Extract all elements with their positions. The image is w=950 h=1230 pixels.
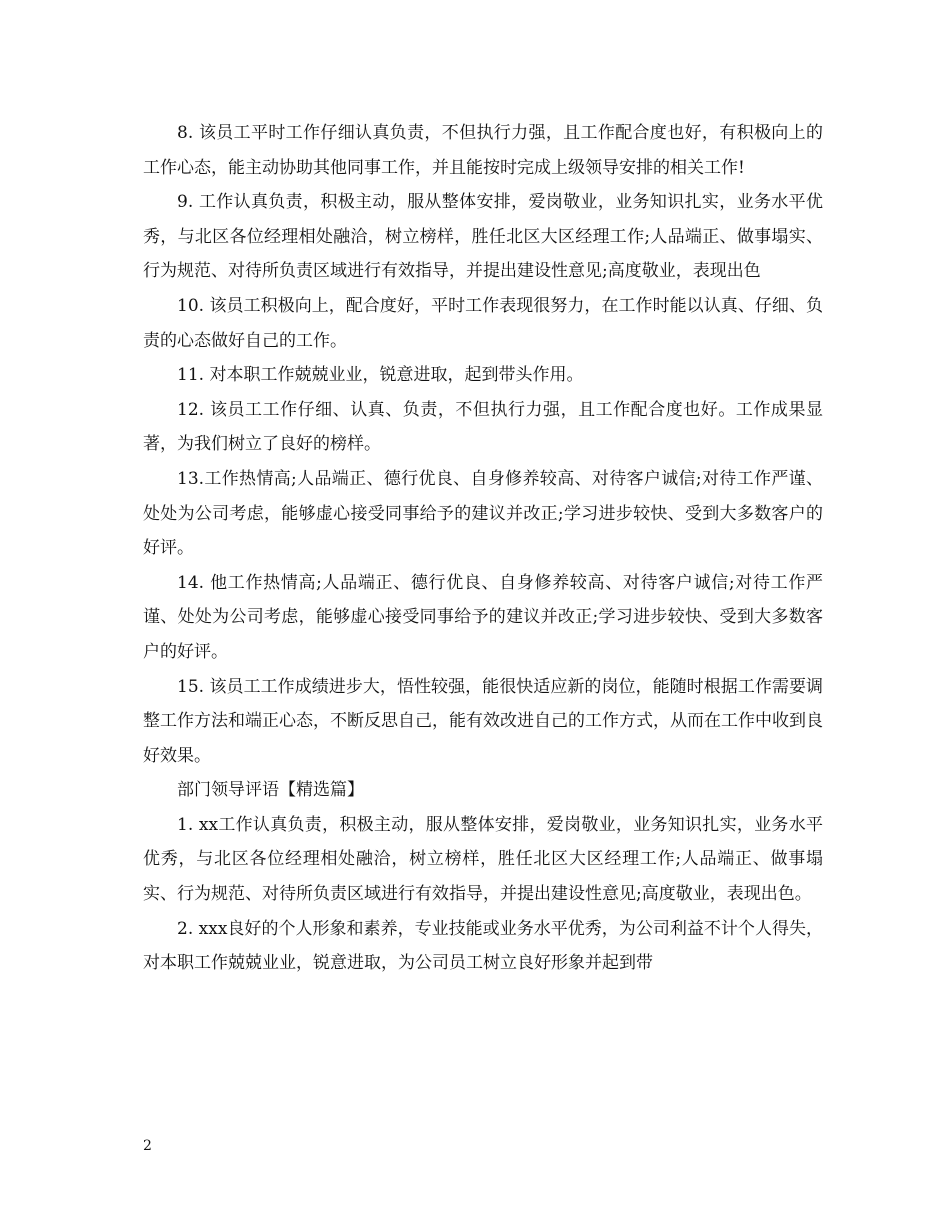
paragraph-item-8: 8. 该员工平时工作仔细认真负责，不但执行力强，且工作配合度也好，有积极向上的工作心态，能主动协助其他同事工作，并且能按时完成上级领导安排的相关工作!	[143, 123, 823, 178]
paragraph-item-13: 13.工作热情高;人品端正、德行优良、自身修养较高、对待客户诚信;对待工作严谨、处处为公司考虑，能够虚心接受同事给予的建议并改正;学习进步较快、受到大多数客户的好评。	[143, 468, 823, 559]
paragraph-item-15: 15. 该员工工作成绩进步大，悟性较强，能很快适应新的岗位，能随时根据工作需要调整工作方法和端正心态，不断反思自己，能有效改进自己的工作方式，从而在工作中收到良好效果。	[143, 676, 823, 766]
paragraph-item-1: 1. xx工作认真负责，积极主动，服从整体安排，爱岗敬业，业务知识扎实，业务水平优秀，与北区各位经理相处融洽，树立榜样，胜任北区大区经理工作;人品端正、做事塌实、行为规范、对待所负责区域进行有效指导，并提出建设性意见;高度敬业，表现出色。	[143, 814, 823, 905]
paragraph-item-9: 9. 工作认真负责，积极主动，服从整体安排，爱岗敬业，业务知识扎实，业务水平优秀，与北区各位经理相处融洽，树立榜样，胜任北区大区经理工作;人品端正、做事塌实、行为规范、对待所负责区域进行有效指导，并提出建设性意见;高度敬业，表现出色	[143, 192, 823, 282]
paragraph-item-14: 14. 他工作热情高;人品端正、德行优良、自身修养较高、对待客户诚信;对待工作严谨、处处为公司考虑，能够虚心接受同事给予的建议并改正;学习进步较快、受到大多数客户的好评。	[143, 572, 823, 662]
page-number: 2	[143, 1138, 152, 1154]
paragraph-item-2: 2. xxx良好的个人形象和素养，专业技能或业务水平优秀，为公司利益不计个人得失，对本职工作兢兢业业，锐意进取，为公司员工树立良好形象并起到带	[143, 918, 823, 974]
paragraph-item-11: 11. 对本职工作兢兢业业，锐意进取，起到带头作用。	[177, 365, 584, 386]
paragraph-item-10: 10. 该员工积极向上，配合度好，平时工作表现很努力，在工作时能以认真、仔细、负责的心态做好自己的工作。	[143, 295, 823, 351]
paragraph-item-12: 12. 该员工工作仔细、认真、负责，不但执行力强，且工作配合度也好。工作成果显著，为我们树立了良好的榜样。	[143, 399, 823, 455]
document-body	[143, 116, 823, 981]
section-heading: 部门领导评语【精选篇】	[177, 780, 364, 801]
